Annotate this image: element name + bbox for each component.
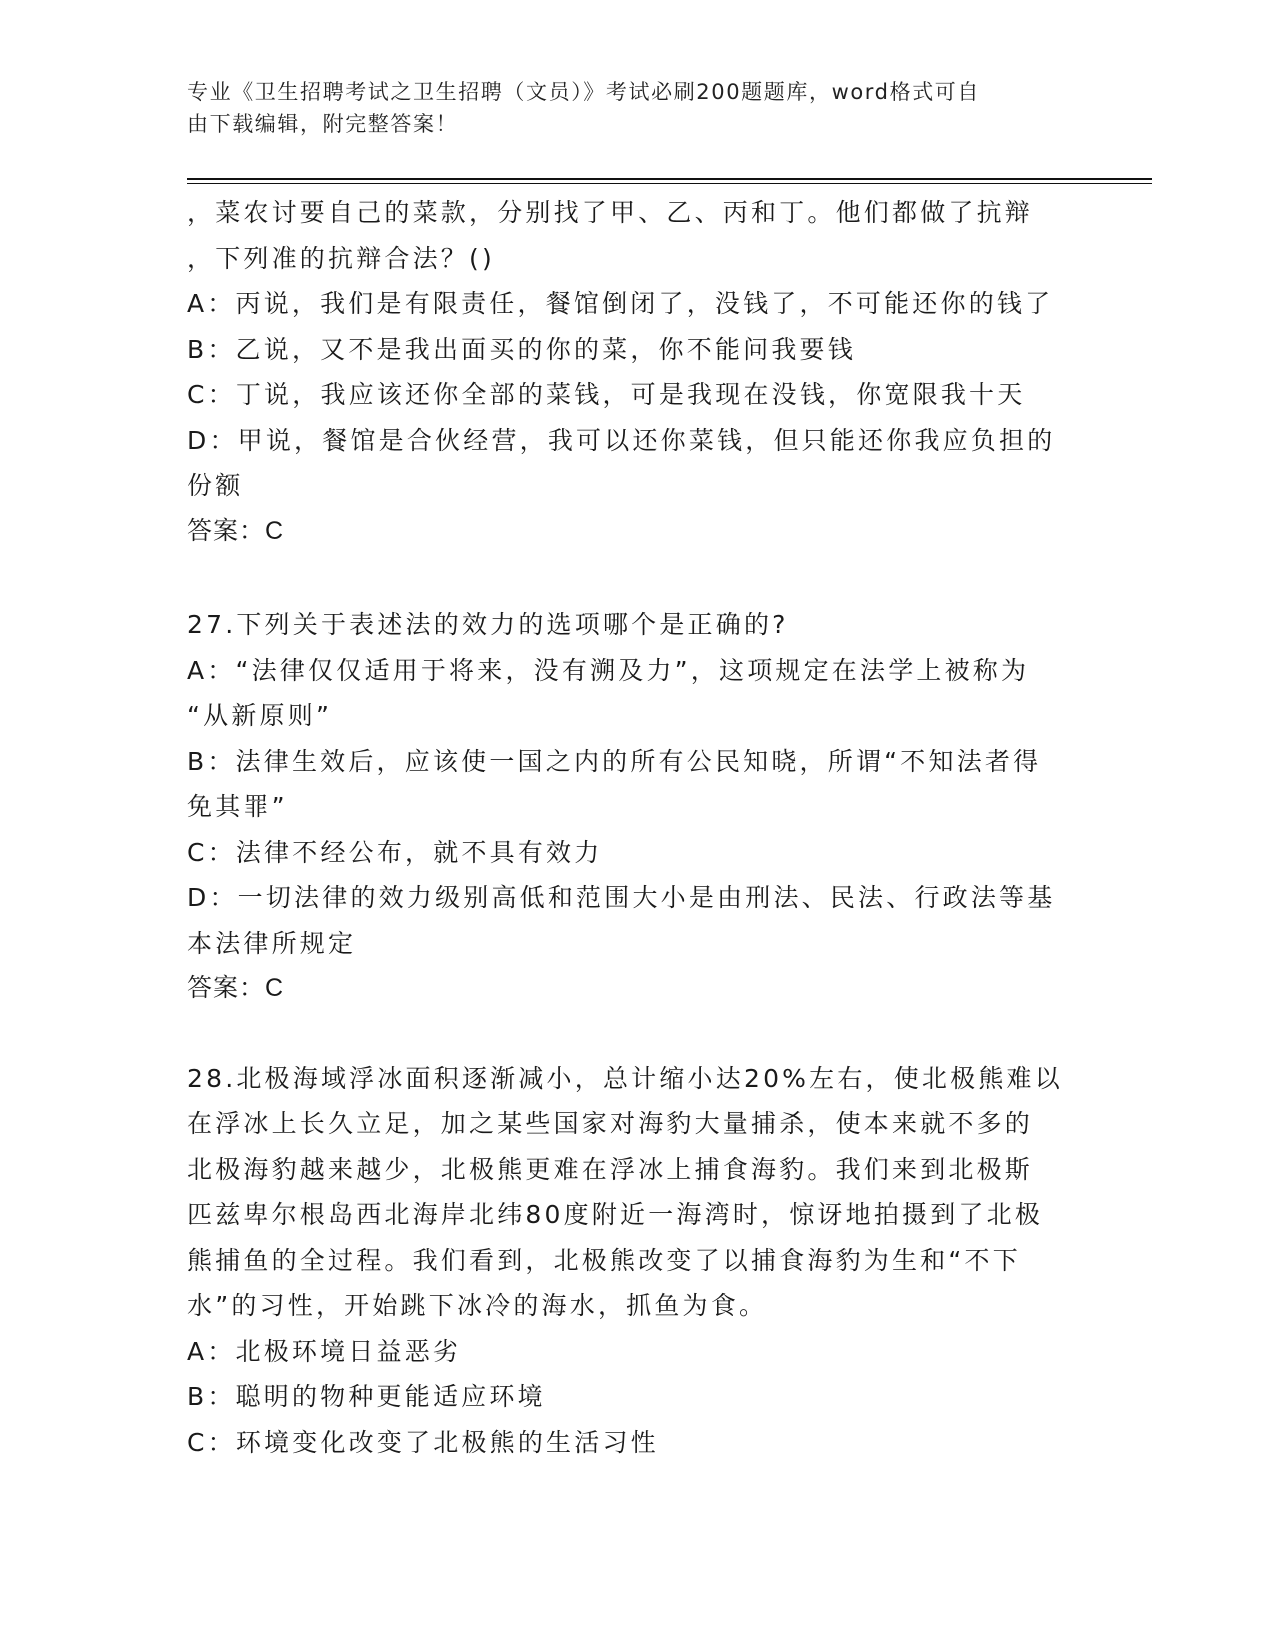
question-stem-line: ，下列准的抗辩合法？()	[187, 243, 495, 273]
spacer	[187, 1012, 1087, 1056]
question-stem-line: ，菜农讨要自己的菜款，分别找了甲、乙、丙和丁。他们都做了抗辩	[187, 198, 1034, 227]
header-rule-thick	[187, 178, 1152, 180]
answer-label: 答案：C	[187, 974, 285, 1002]
option-a-continued: “从新原则”	[187, 701, 333, 730]
question-stem-line: 匹兹卑尔根岛西北海岸北纬80度附近一海湾时，惊讶地拍摄到了北极	[187, 1200, 1044, 1229]
question-stem: 27.下列关于表述法的效力的选项哪个是正确的?	[187, 610, 789, 639]
option-d: D：甲说，餐馆是合伙经营，我可以还你菜钱，但只能还你我应负担的	[187, 425, 1056, 455]
question-stem-line: 北极海豹越来越少，北极熊更难在浮冰上捕食海豹。我们来到北极斯	[187, 1154, 1034, 1184]
option-a: A：丙说，我们是有限责任，餐馆倒闭了，没钱了，不可能还你的钱了	[187, 289, 1054, 318]
option-d: D：一切法律的效力级别高低和范围大小是由刑法、民法、行政法等基	[187, 883, 1056, 912]
option-d-continued: 份额	[187, 471, 244, 500]
option-a: A：北极环境日益恶劣	[187, 1336, 462, 1366]
option-c: C：法律不经公布，就不具有效力	[187, 837, 603, 867]
option-b: B：乙说，又不是我出面买的你的菜，你不能问我要钱	[187, 334, 856, 364]
option-a: A：“法律仅仅适用于将来，没有溯及力”，这项规定在法学上被称为	[187, 655, 1030, 685]
header-rule-thin	[187, 183, 1152, 184]
question-content	[187, 190, 1087, 1465]
question-28	[187, 1056, 1087, 1466]
page-header	[187, 76, 1067, 140]
question-stem-line: 在浮冰上长久立足，加之某些国家对海豹大量捕杀，使本来就不多的	[187, 1109, 1034, 1138]
question-27	[187, 602, 1087, 1012]
option-b-continued: 免其罪”	[187, 792, 288, 821]
answer-label: 答案：C	[187, 516, 285, 545]
option-c: C：丁说，我应该还你全部的菜钱，可是我现在没钱，你宽限我十天	[187, 380, 1026, 409]
option-b: B：法律生效后，应该使一国之内的所有公民知晓，所谓“不知法者得	[187, 746, 1042, 776]
option-c: C：环境变化改变了北极熊的生活习性	[187, 1427, 659, 1457]
option-d-continued: 本法律所规定	[187, 928, 357, 958]
question-stem-line: 28.北极海域浮冰面积逐渐减小，总计缩小达20%左右，使北极熊难以	[187, 1063, 1063, 1093]
question-26	[187, 190, 1087, 554]
header-title-line-1: 专业《卫生招聘考试之卫生招聘（文员）》考试必刷200题题库，word格式可自	[187, 80, 980, 104]
option-b: B：聪明的物种更能适应环境	[187, 1382, 546, 1411]
question-stem-line: 水”的习性，开始跳下冰冷的海水，抓鱼为食。	[187, 1291, 768, 1320]
spacer	[187, 554, 1087, 602]
question-stem-line: 熊捕鱼的全过程。我们看到，北极熊改变了以捕食海豹为生和“不下	[187, 1245, 1021, 1275]
header-title-line-2: 由下载编辑，附完整答案！	[187, 112, 459, 136]
